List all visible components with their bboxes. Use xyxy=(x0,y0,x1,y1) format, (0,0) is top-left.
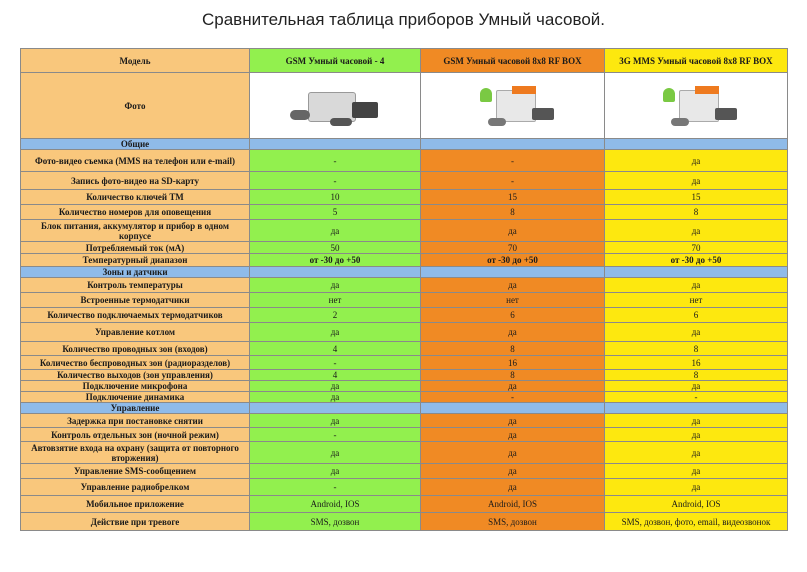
page-title: Сравнительная таблица приборов Умный часовой. xyxy=(201,10,606,29)
cell-col1: 5 xyxy=(250,205,421,220)
table-row xyxy=(21,308,788,323)
cell-col1: да xyxy=(250,392,421,403)
table-row xyxy=(21,356,788,370)
photo-cell-1 xyxy=(250,73,421,139)
cell-col3: 8 xyxy=(605,370,788,381)
row-label: Действие при тревоге xyxy=(21,513,250,531)
section-spacer xyxy=(605,403,788,414)
section-spacer xyxy=(250,267,421,278)
cell-col3: да xyxy=(605,381,788,392)
cell-col1: 4 xyxy=(250,370,421,381)
cell-col2: от -30 до +50 xyxy=(421,254,605,267)
row-label: Задержка при постановке снятии xyxy=(21,414,250,428)
cell-col2: да xyxy=(421,464,605,479)
cell-col3: нет xyxy=(605,293,788,308)
row-label: Управление SMS-сообщением xyxy=(21,464,250,479)
table-row xyxy=(21,381,788,392)
cell-col1: да xyxy=(250,442,421,464)
cell-col1: да xyxy=(250,220,421,242)
cell-col2: - xyxy=(421,172,605,190)
cell-col2: 8 xyxy=(421,205,605,220)
cell-col1: - xyxy=(250,428,421,442)
cell-col2: да xyxy=(421,381,605,392)
cell-col1: Android, IOS xyxy=(250,496,421,513)
table-row xyxy=(21,428,788,442)
row-label: Количество беспроводных зон (радиоразделов) xyxy=(21,356,250,370)
table-row xyxy=(21,479,788,496)
photo-label: Фото xyxy=(21,73,250,139)
cell-col2: 16 xyxy=(421,356,605,370)
row-label: Управление радиобрелком xyxy=(21,479,250,496)
cell-col1: да xyxy=(250,278,421,293)
cell-col3: да xyxy=(605,479,788,496)
row-label: Контроль отдельных зон (ночной режим) xyxy=(21,428,250,442)
cell-col2: - xyxy=(421,392,605,403)
photo-cell-3 xyxy=(605,73,788,139)
cell-col1: - xyxy=(250,356,421,370)
cell-col1: - xyxy=(250,479,421,496)
table-row xyxy=(21,370,788,381)
table-row xyxy=(21,190,788,205)
cell-col3: 70 xyxy=(605,242,788,254)
row-label: Количество выходов (зон управления) xyxy=(21,370,250,381)
device-image-3 xyxy=(641,78,751,134)
cell-col1: - xyxy=(250,150,421,172)
table-row xyxy=(21,392,788,403)
section-header-row xyxy=(21,403,788,414)
cell-col3: 15 xyxy=(605,190,788,205)
cell-col2: 70 xyxy=(421,242,605,254)
cell-col3: от -30 до +50 xyxy=(605,254,788,267)
section-spacer xyxy=(605,139,788,150)
section-header-row xyxy=(21,139,788,150)
table-row xyxy=(21,414,788,428)
table-row xyxy=(21,278,788,293)
cell-col3: 16 xyxy=(605,356,788,370)
cell-col1: да xyxy=(250,323,421,342)
row-label: Количество номеров для оповещения xyxy=(21,205,250,220)
photo-cell-2 xyxy=(421,73,605,139)
section-spacer xyxy=(421,403,605,414)
cell-col1: SMS, дозвон xyxy=(250,513,421,531)
cell-col1: 10 xyxy=(250,190,421,205)
cell-col2: да xyxy=(421,220,605,242)
header-col2: GSM Умный часовой 8x8 RF BOX xyxy=(421,49,605,73)
row-label: Подключение динамика xyxy=(21,392,250,403)
cell-col2: 8 xyxy=(421,370,605,381)
cell-col2: да xyxy=(421,479,605,496)
cell-col2: нет xyxy=(421,293,605,308)
table-row xyxy=(21,442,788,464)
row-label: Контроль температуры xyxy=(21,278,250,293)
cell-col2: да xyxy=(421,428,605,442)
cell-col3: 6 xyxy=(605,308,788,323)
cell-col1: - xyxy=(250,172,421,190)
row-label: Количество ключей ТМ xyxy=(21,190,250,205)
cell-col2: SMS, дозвон xyxy=(421,513,605,531)
cell-col2: да xyxy=(421,414,605,428)
cell-col3: - xyxy=(605,392,788,403)
header-row xyxy=(21,49,788,73)
section-spacer xyxy=(605,267,788,278)
row-label: Потребляемый ток (мА) xyxy=(21,242,250,254)
table-row xyxy=(21,205,788,220)
cell-col2: 15 xyxy=(421,190,605,205)
cell-col3: да xyxy=(605,150,788,172)
cell-col1: да xyxy=(250,381,421,392)
cell-col1: 4 xyxy=(250,342,421,356)
row-label: Количество подключаемых термодатчиков xyxy=(21,308,250,323)
cell-col1: да xyxy=(250,414,421,428)
cell-col2: да xyxy=(421,323,605,342)
cell-col2: 6 xyxy=(421,308,605,323)
row-label: Мобильное приложение xyxy=(21,496,250,513)
row-label: Фото-видео съемка (MMS на телефон или e-mail) xyxy=(21,150,250,172)
header-col1: GSM Умный часовой - 4 xyxy=(250,49,421,73)
section-title: Зоны и датчики xyxy=(21,267,250,278)
table-row xyxy=(21,513,788,531)
row-label: Количество проводных зон (входов) xyxy=(21,342,250,356)
row-label: Подключение микрофона xyxy=(21,381,250,392)
cell-col3: да xyxy=(605,220,788,242)
cell-col3: да xyxy=(605,323,788,342)
device-image-1 xyxy=(280,78,390,134)
table-row xyxy=(21,464,788,479)
cell-col3: да xyxy=(605,278,788,293)
table-row xyxy=(21,220,788,242)
cell-col1: да xyxy=(250,464,421,479)
cell-col3: да xyxy=(605,428,788,442)
cell-col1: 2 xyxy=(250,308,421,323)
cell-col3: да xyxy=(605,464,788,479)
row-label: Встроенные термодатчики xyxy=(21,293,250,308)
table-row xyxy=(21,254,788,267)
comparison-table xyxy=(20,48,788,531)
cell-col2: Android, IOS xyxy=(421,496,605,513)
row-label: Температурный диапазон xyxy=(21,254,250,267)
table-row xyxy=(21,293,788,308)
header-label: Модель xyxy=(21,49,250,73)
header-col3: 3G MMS Умный часовой 8x8 RF BOX xyxy=(605,49,788,73)
cell-col3: 8 xyxy=(605,205,788,220)
cell-col3: SMS, дозвон, фото, email, видеозвонок xyxy=(605,513,788,531)
cell-col3: да xyxy=(605,172,788,190)
photo-row xyxy=(21,73,788,139)
section-title: Управление xyxy=(21,403,250,414)
cell-col2: 8 xyxy=(421,342,605,356)
cell-col2: - xyxy=(421,150,605,172)
section-header-row xyxy=(21,267,788,278)
cell-col2: да xyxy=(421,442,605,464)
cell-col1: 50 xyxy=(250,242,421,254)
row-label: Блок питания, аккумулятор и прибор в одном корпусе xyxy=(21,220,250,242)
section-spacer xyxy=(421,267,605,278)
section-spacer xyxy=(421,139,605,150)
table-row xyxy=(21,496,788,513)
table-row xyxy=(21,342,788,356)
table-row xyxy=(21,323,788,342)
section-spacer xyxy=(250,139,421,150)
table-row xyxy=(21,242,788,254)
row-label: Автовзятие входа на охрану (защита от повторного вторжения) xyxy=(21,442,250,464)
table-row xyxy=(21,172,788,190)
table-body xyxy=(21,49,788,531)
cell-col1: нет xyxy=(250,293,421,308)
row-label: Запись фото-видео на SD-карту xyxy=(21,172,250,190)
table-row xyxy=(21,150,788,172)
cell-col3: Android, IOS xyxy=(605,496,788,513)
cell-col2: да xyxy=(421,278,605,293)
cell-col1: от -30 до +50 xyxy=(250,254,421,267)
section-spacer xyxy=(250,403,421,414)
cell-col3: да xyxy=(605,442,788,464)
cell-col3: 8 xyxy=(605,342,788,356)
cell-col3: да xyxy=(605,414,788,428)
section-title: Общие xyxy=(21,139,250,150)
device-image-2 xyxy=(458,78,568,134)
row-label: Управление котлом xyxy=(21,323,250,342)
